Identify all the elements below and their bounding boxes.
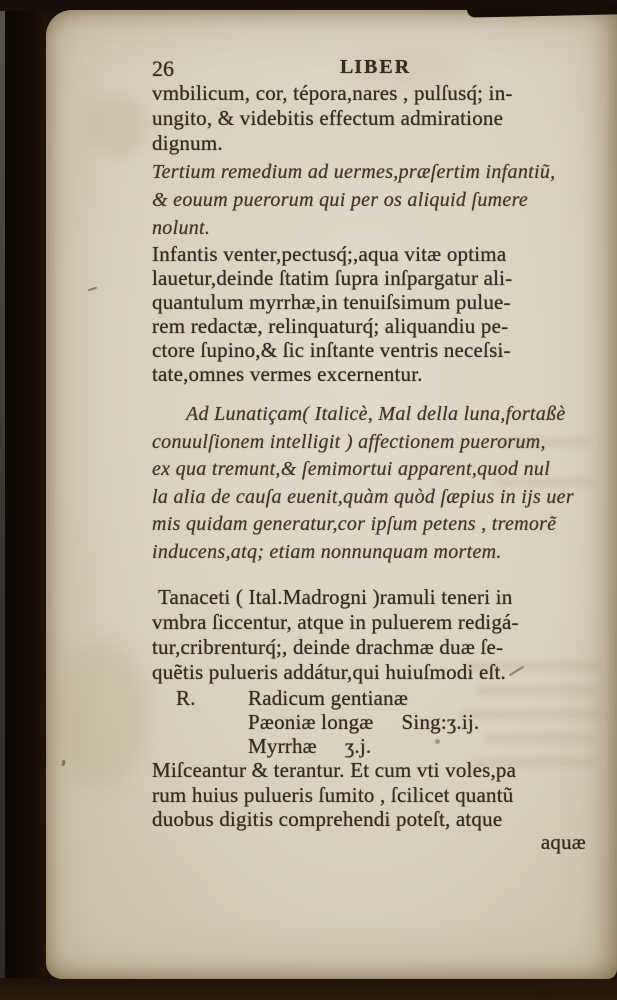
- recipe-row: [152, 734, 479, 758]
- paragraph-misceantur: [152, 758, 516, 832]
- rx-symbol: R.: [176, 686, 196, 710]
- paragraph-ad-lunaticam: [152, 401, 574, 566]
- text-line: Tanaceti ( Ital.Madrogni )ramuli teneri in: [158, 585, 513, 609]
- scan-bottom-shadow: [0, 978, 617, 1000]
- paper-stain: [54, 640, 149, 790]
- book-binding: [5, 0, 47, 1000]
- text-line: mis quidam generatur,cor ipſum petens , tremorẽ: [152, 513, 557, 535]
- book-page: [46, 10, 617, 979]
- page-number: 26: [152, 56, 174, 81]
- recipe-quantity: ʒ.j.: [344, 734, 372, 758]
- page-header: [152, 56, 588, 82]
- ink-speck: [88, 287, 97, 292]
- catchword: aquæ: [540, 830, 586, 854]
- recipe-ingredient: Radicum gentianæ: [248, 686, 409, 710]
- paragraph-infantis-venter: [152, 242, 512, 386]
- text-line: Ad Lunatiçam( Italicè, Mal della luna,fortaßè: [186, 403, 566, 425]
- running-title: L I B E R: [340, 56, 411, 78]
- text-line: tate,omnes vermes excernentur.: [152, 362, 423, 386]
- text-line: la alia de cauſa euenit,quàm quòd ſæpius in ijs uer: [152, 485, 574, 508]
- text-line: quantulum myrrhæ,in tenuiſsimum pulue-: [152, 290, 511, 314]
- recipe-row: [152, 686, 479, 710]
- ink-speck: [61, 760, 65, 767]
- text-line: Tertium remedium ad uermes,præſertim infantiũ,: [152, 161, 556, 183]
- paragraph-tanaceti: [152, 585, 519, 685]
- recipe-ingredient: Pæoniæ longæ: [248, 710, 374, 734]
- text-line: inducens,atq; etiam nonnunquam mortem.: [152, 540, 502, 563]
- text-line: Miſceantur & terantur. Et cum vti voles,pa: [152, 758, 517, 782]
- text-line: ungito, & videbitis effectum admiratione: [152, 106, 504, 130]
- recipe-ingredient: Myrrhæ: [248, 734, 317, 758]
- text-line: vmbra ſiccentur, atque in puluerem redigá-: [152, 610, 519, 634]
- text-line: Infantis venter,pectusq́;,aqua vitæ optima: [152, 242, 507, 266]
- recipe-row: [152, 710, 479, 734]
- recipe-block: [152, 686, 479, 758]
- text-line: rum huius pulueris ſumito , ſcilicet quantũ: [152, 782, 514, 807]
- text-line: & eouum puerorum qui per os aliquid ſumere: [152, 189, 529, 211]
- paragraph-tertium-remedium: [152, 158, 555, 242]
- text-line: rem redactæ, relinquaturq́; aliquandiu pe-: [152, 314, 509, 338]
- text-line: quẽtis pulueris addátur,qui huiuſmodi eſt.: [152, 660, 507, 684]
- text-line: conuulſionem intelligit ) affectionem puerorum,: [152, 430, 546, 453]
- recipe-quantity: Sing:ʒ.ij.: [401, 710, 480, 734]
- paragraph-umbilicum: [152, 81, 513, 156]
- text-line: tur,cribrenturq́;, deinde drachmæ duæ ſe-: [152, 635, 504, 659]
- text-line: ex qua tremunt,& ſemimortui apparent,quod nul: [152, 458, 551, 480]
- text-line: nolunt.: [152, 217, 211, 239]
- text-line: ctore ſupino,& ſic inſtante ventris neceſsi-: [152, 338, 511, 362]
- text-line: lauetur,deinde ſtatim ſupra inſpargatur ali-: [152, 266, 513, 290]
- text-line: vmbilicum, cor, tépora,nares , pulſusq́; in-: [152, 81, 513, 105]
- paper-stain: [84, 95, 148, 157]
- text-line: duobus digitis comprehendi poteſt, atque: [152, 807, 503, 831]
- text-line: dignum.: [152, 131, 223, 155]
- text-column: [152, 10, 588, 979]
